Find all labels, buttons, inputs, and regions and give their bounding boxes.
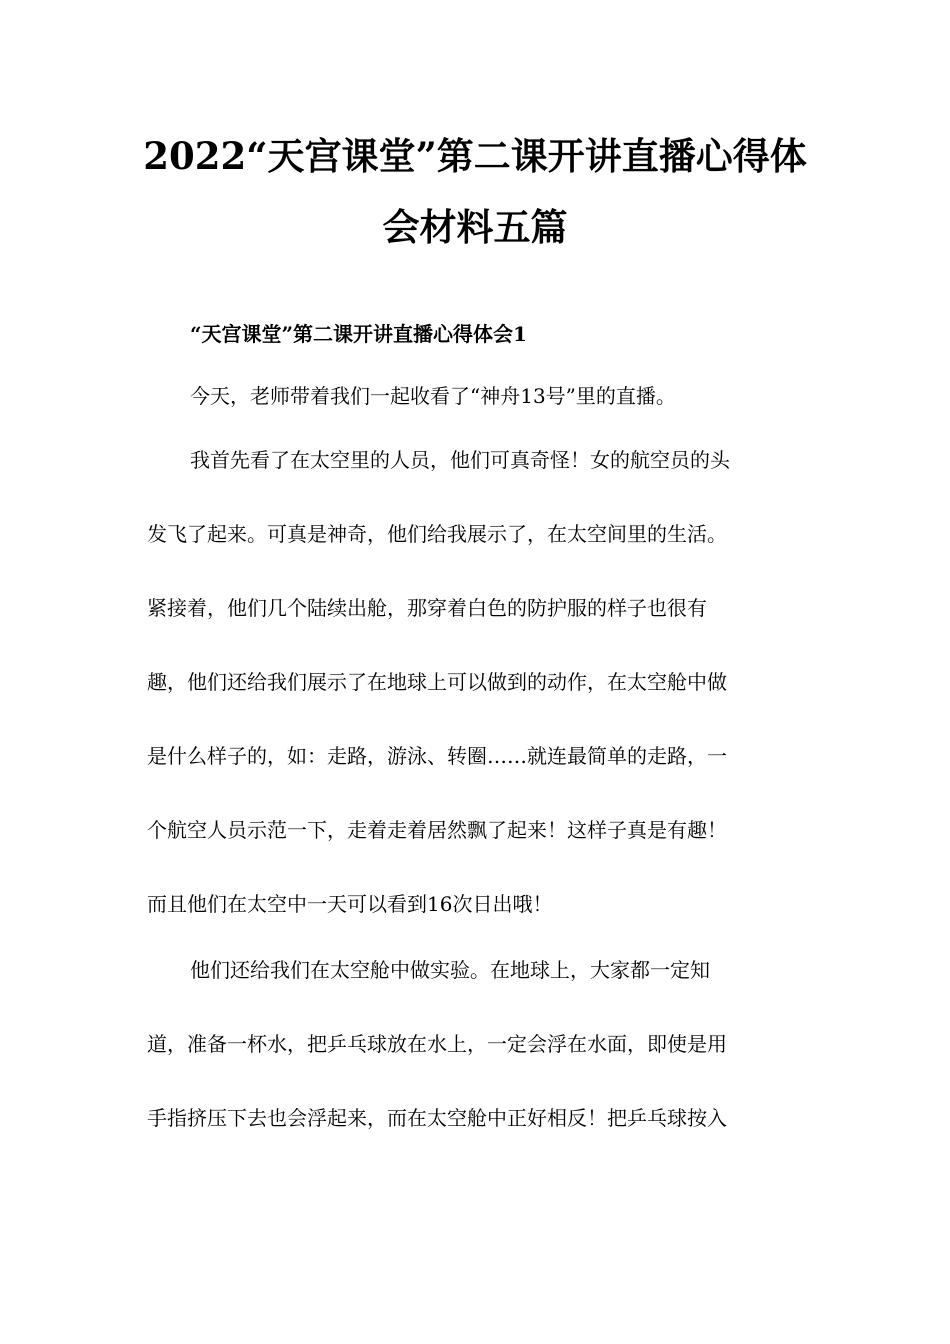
paragraph-line: 而且他们在太空中一天可以看到16次日出哦！ — [147, 892, 553, 916]
paragraph-line: 他们还给我们在太空舱中做实验。在地球上，大家都一定知 — [190, 958, 710, 982]
paragraph-line: 发飞了起来。可真是神奇，他们给我展示了，在太空间里的生活。 — [147, 522, 727, 546]
paragraph-line: 手指挤压下去也会浮起来，而在太空舱中正好相反！把乒乓球按入 — [147, 1106, 727, 1130]
paragraph-line: 道，准备一杯水，把乒乓球放在水上，一定会浮在水面，即使是用 — [147, 1032, 727, 1056]
paragraph-line: 紧接着，他们几个陆续出舱，那穿着白色的防护服的样子也很有 — [147, 596, 707, 620]
document-title-line-1: 2022“天宫课堂”第二课开讲直播心得体 — [143, 134, 807, 178]
paragraph-line: 是什么样子的，如：走路，游泳、转圈……就连最简单的走路，一 — [147, 744, 727, 768]
document-title-line-2: 会材料五篇 — [382, 205, 568, 249]
paragraph-line: 趣，他们还给我们展示了在地球上可以做到的动作，在太空舱中做 — [147, 670, 727, 694]
paragraph-line: 个航空人员示范一下，走着走着居然飘了起来！这样子真是有趣！ — [147, 818, 727, 842]
section-heading: “天宫课堂”第二课开讲直播心得体会1 — [190, 322, 527, 346]
paragraph-line: 今天，老师带着我们一起收看了“神舟13号”里的直播。 — [190, 384, 676, 408]
paragraph-line: 我首先看了在太空里的人员，他们可真奇怪！女的航空员的头 — [190, 448, 730, 472]
